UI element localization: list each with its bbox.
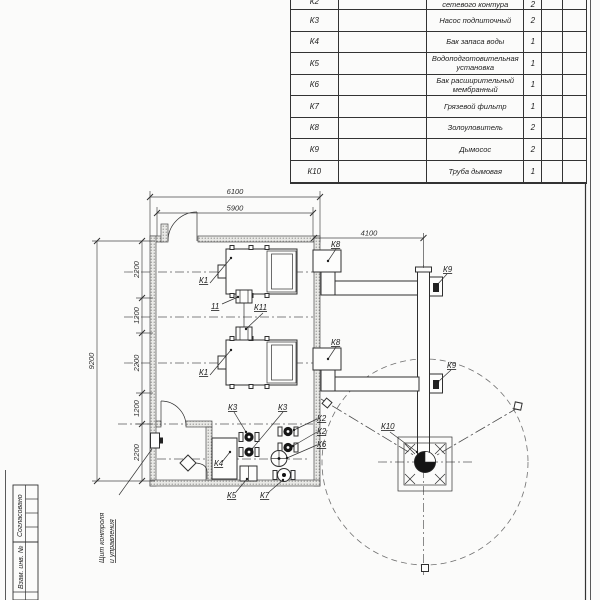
label-k6: К6 [317, 440, 327, 449]
boiler-k1-top [218, 246, 297, 298]
flue-duct-bottom [335, 377, 419, 391]
label-k1-bottom: К1 [199, 368, 209, 377]
label-k10: К10 [381, 422, 395, 431]
row-name: Золоуловитель [427, 118, 524, 139]
table-row-k5 [291, 53, 586, 75]
label-k3-a: К3 [228, 403, 238, 412]
anchor-icon [514, 402, 522, 410]
table-row-k10 [291, 161, 586, 183]
pump-k3-b [239, 447, 259, 456]
dim-4100: 4100 [360, 228, 378, 238]
table-row-k3 [291, 10, 586, 32]
row-qty: 1 [524, 32, 542, 53]
dim-9200: 9200 [87, 352, 96, 370]
row-pos: К9 [291, 139, 339, 160]
label-k3-b: К3 [278, 403, 288, 412]
table-row-k8 [291, 118, 586, 140]
flue-duct-top [335, 281, 419, 295]
row-name: Насос подпиточный [427, 10, 524, 31]
label-k11: К11 [254, 303, 268, 312]
pumps-and-tanks [151, 427, 299, 482]
label-control-panel-2: и управления [109, 519, 116, 563]
row-qty: 1 [524, 161, 542, 183]
label-k1-top: К1 [199, 276, 209, 285]
label-k7: К7 [260, 491, 270, 500]
row-name: Дымосос [427, 139, 524, 160]
pump-k2-a [278, 427, 298, 436]
anchor-icon [322, 398, 332, 408]
row-pos: К7 [291, 96, 339, 117]
water-treatment-k5 [240, 466, 257, 481]
dim-2200-3: 2200 [132, 444, 141, 461]
control-panel [151, 433, 164, 448]
dim-1200-2: 1200 [132, 400, 141, 417]
label-k5: К5 [227, 491, 237, 500]
label-k2-b: К2 [317, 427, 327, 436]
row-name: Водоподготовительная установка [427, 53, 524, 74]
anchor-icon [422, 565, 429, 572]
floor-drain [180, 455, 207, 479]
table-row-k7 [291, 96, 586, 118]
row-qty: 1 [524, 53, 542, 74]
dim-6100: 6100 [226, 187, 244, 196]
dim-1200-1: 1200 [132, 307, 141, 324]
row-name: Бак расширительный мембранный [427, 75, 524, 96]
table-row-k6 [291, 75, 586, 97]
table-row-k4 [291, 32, 586, 54]
label-k8-top: К8 [331, 240, 341, 249]
table-row-k9 [291, 139, 586, 161]
row-qty: 2 [524, 10, 542, 31]
dim-2200-1: 2200 [132, 261, 141, 278]
row-qty: 2 [524, 0, 542, 9]
row-code [339, 0, 427, 9]
row-pos: К6 [291, 75, 339, 96]
pump-k3-a [239, 432, 259, 441]
row-name: Грязевой фильтр [427, 96, 524, 117]
row-name: Труба дымовая [427, 161, 524, 183]
row-pos: К10 [291, 161, 339, 183]
row-qty: 1 [524, 75, 542, 96]
table-row-k2-partial [291, 0, 586, 10]
dim-2200-2: 2200 [132, 354, 141, 372]
row-qty: 2 [524, 118, 542, 139]
label-k9-bottom: К9 [447, 361, 457, 370]
label-k8-bottom: К8 [331, 338, 341, 347]
row-pos: К8 [291, 118, 339, 139]
expansion-tank-k6 [271, 451, 287, 467]
row-qty: 2 [524, 139, 542, 160]
stamp-approved: Согласовано [17, 494, 24, 537]
row-pos: К5 [291, 53, 339, 74]
chimney-riser [418, 271, 430, 455]
boiler-k1-bottom [218, 337, 297, 389]
row-name: сетевого контура [427, 0, 524, 9]
valve-k11 [236, 327, 252, 340]
label-k9-top: К9 [443, 265, 453, 274]
row-qty: 1 [524, 96, 542, 117]
row-pos: К3 [291, 10, 339, 31]
doors [161, 212, 197, 426]
row-pos: К4 [291, 32, 339, 53]
spec-table [290, 0, 587, 184]
label-k2-a: К2 [317, 414, 327, 423]
row-pos: К2 [309, 0, 319, 6]
label-k4: К4 [214, 459, 224, 468]
label-control-panel-1: Щит контроля [99, 512, 106, 563]
label-11: 11 [211, 302, 220, 311]
row-name: Бак запаса воды [427, 32, 524, 53]
stamp-inv: Взам. инв. № [18, 545, 25, 589]
dim-5900: 5900 [226, 203, 244, 213]
